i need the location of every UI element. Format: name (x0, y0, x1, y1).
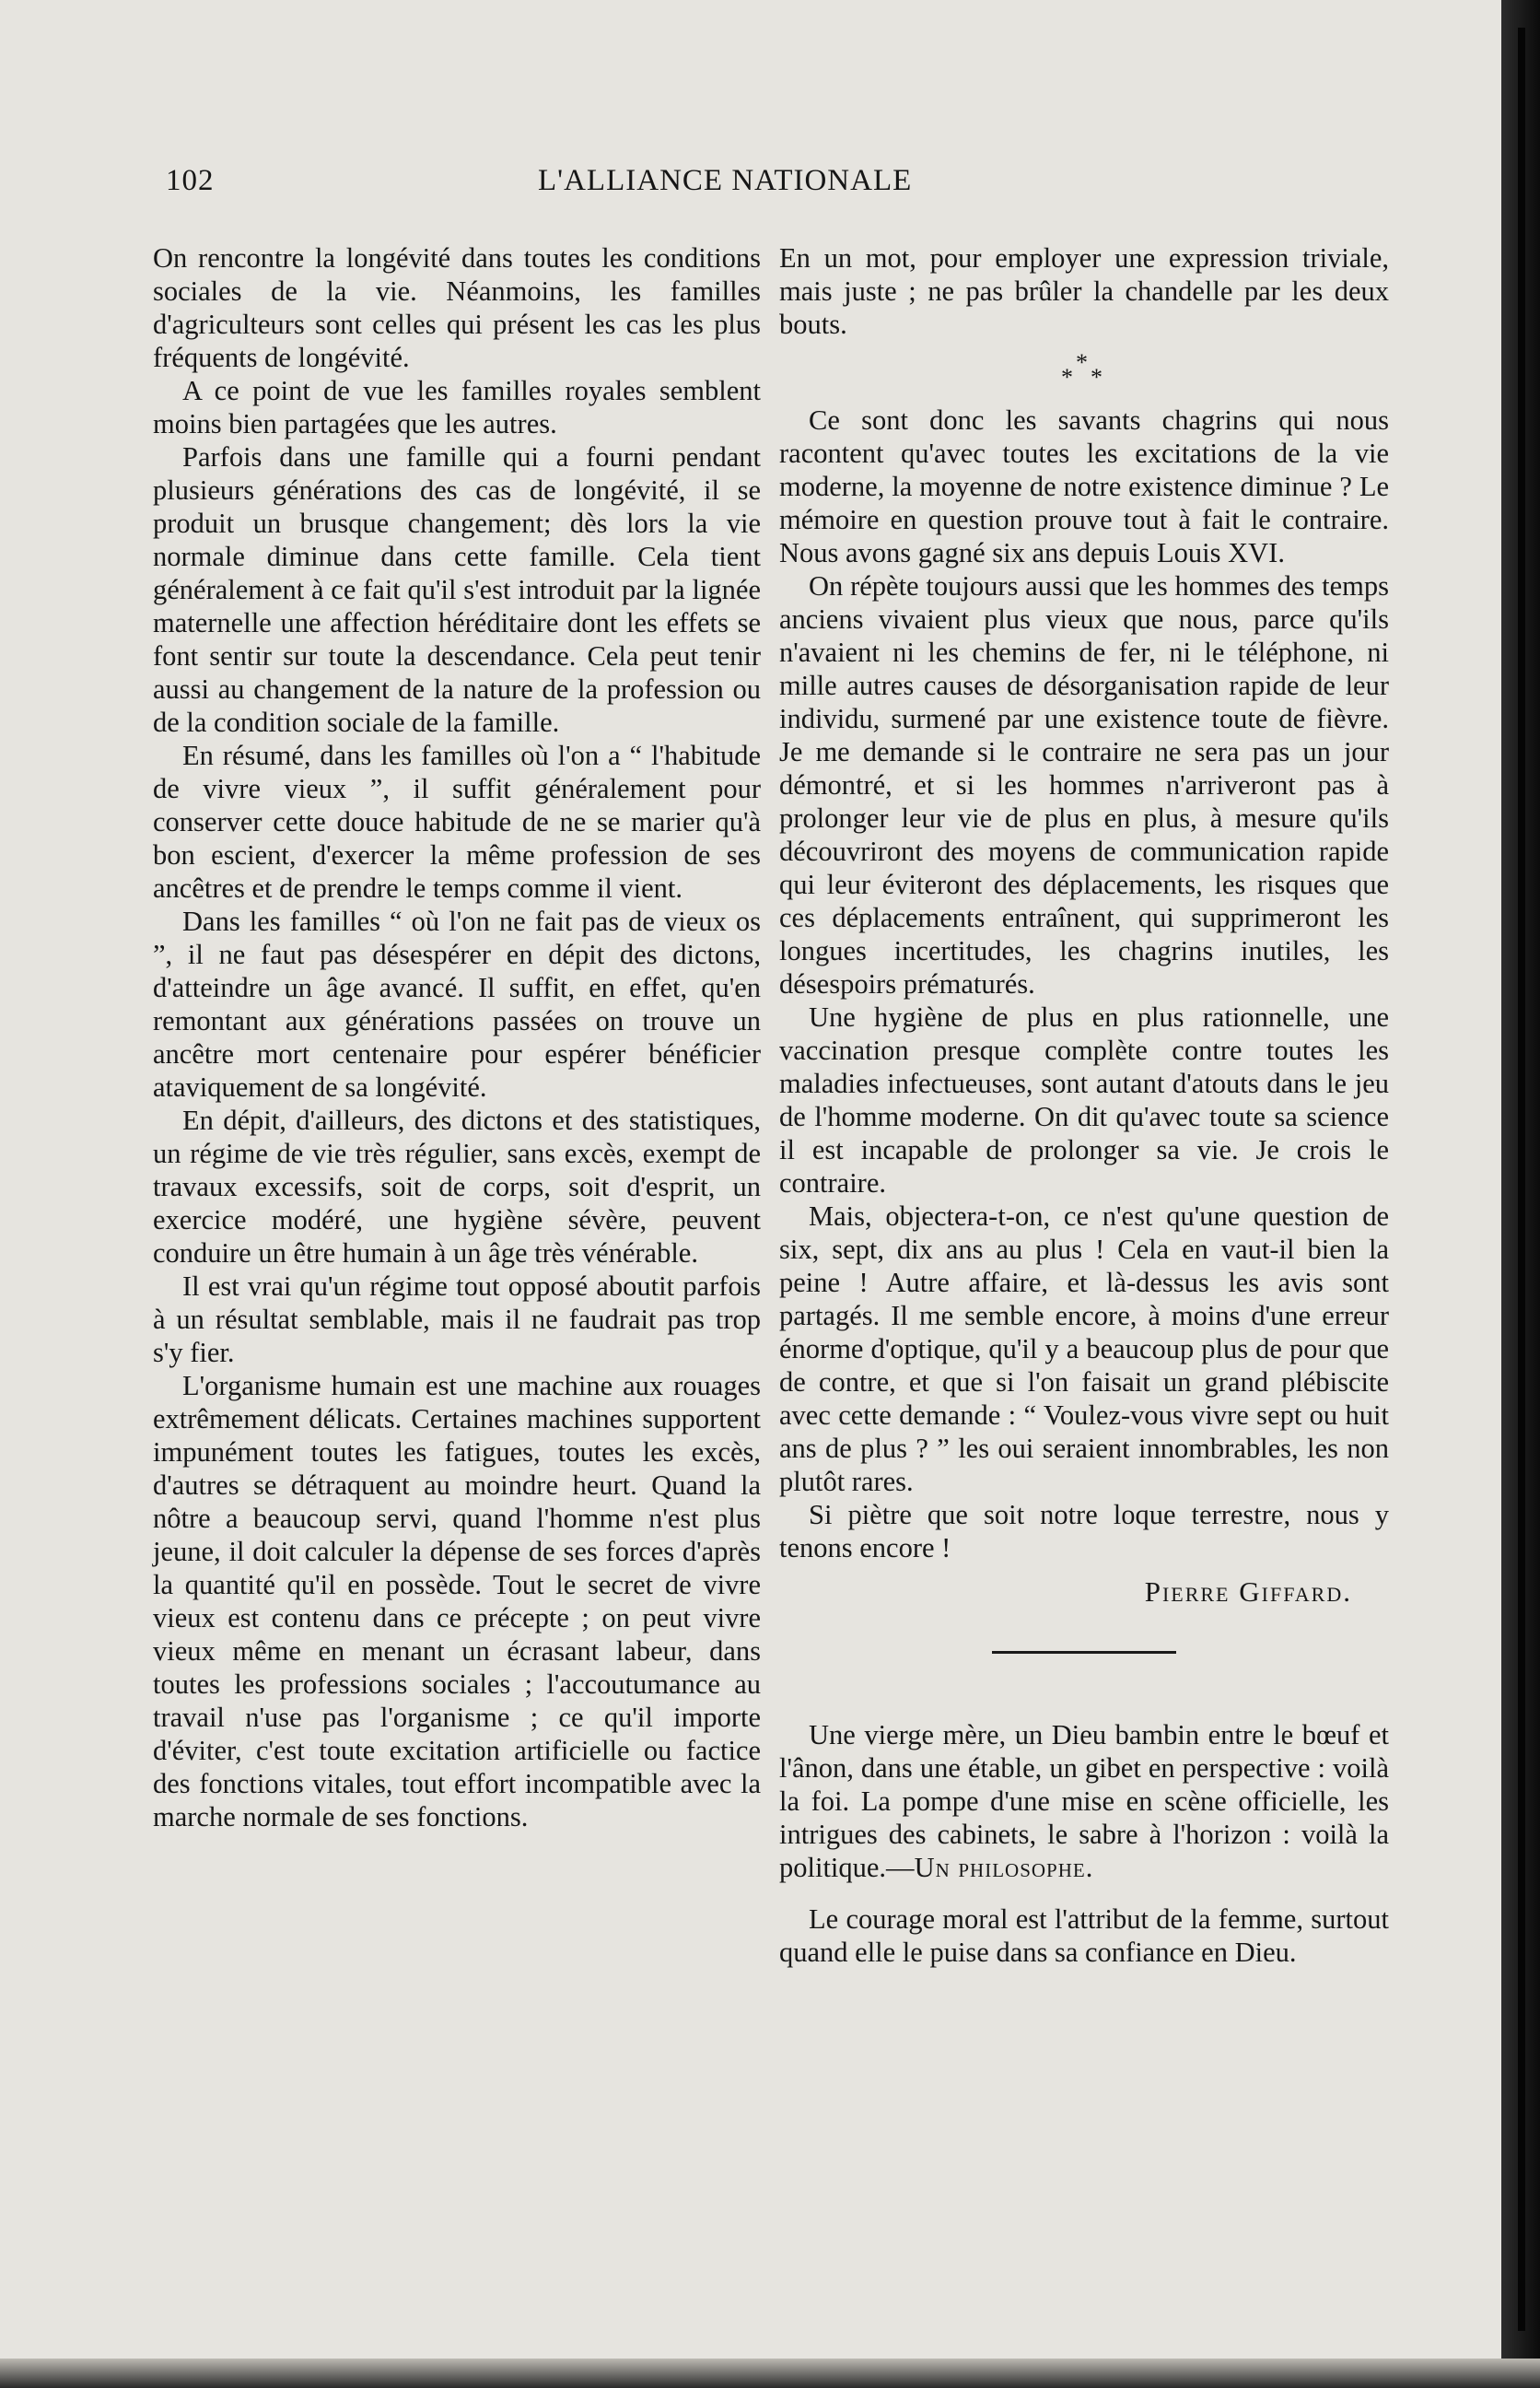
asterism-star: * (1061, 364, 1073, 391)
binding-line (1518, 28, 1525, 2331)
paragraph: On rencontre la longévité dans toutes les conditions sociales de la vie. Néanmoins, les familles d'agriculteurs sont celles qui présent les cas les plus fréquents de longévité. (153, 242, 761, 373)
paragraph: Dans les familles “ où l'on ne fait pas de vieux os ”, il ne faut pas désespérer en dépit des dictons, d'atteindre un âge avancé. Il suffit, en effet, qu'en remontant aux générations passées on trouve un ancêtre mort centenaire pour espérer bénéficier ataviquement de sa longévité. (153, 906, 761, 1103)
paragraph: A ce point de vue les familles royales semblent moins bien partagées que les autres. (153, 375, 761, 439)
paragraph: Si piètre que soit notre loque terrestre, nous y tenons encore ! (779, 1499, 1389, 1563)
page-number: 102 (166, 164, 215, 197)
page-header (166, 164, 976, 206)
quote-attribution: Un philosophe. (914, 1852, 1094, 1883)
paragraph: En dépit, d'ailleurs, des dictons et des statistiques, un régime de vie très régulier, sans excès, exempt de travaux excessifs, soit de corps, soit d'esprit, un exercice modéré, une hygiène sévère, peuvent conduire un être humain à un âge très vénérable. (153, 1105, 761, 1269)
paragraph: En un mot, pour employer une expression triviale, mais juste ; ne pas brûler la chandelle par les deux bouts. (779, 242, 1389, 340)
asterism-star: * (1076, 349, 1088, 376)
asterism-star: * (1091, 364, 1102, 391)
asterism-divider (779, 341, 1389, 400)
paragraph: On répète toujours aussi que les hommes des temps anciens vivaient plus vieux que nous, parce qu'ils n'avaient ni les chemins de fer, ni le téléphone, ni mille autres causes de désorganisation rapide de leur individu, surmené par une existence toute de fièvre. Je me demande si le contraire ne sera pas un jour démontré, et si les hommes n'arriveront pas à prolonger leur vie de plus en plus, à mesure qu'ils découvriront des moyens de communication rapide qui leur éviteront des déplacements, les risques que ces déplacements entraînent, qui supprimeront les longues incertitudes, les chagrins inutiles, les désespoirs prématurés. (779, 570, 1389, 1000)
paragraph: Il est vrai qu'un régime tout opposé aboutit parfois à un résultat semblable, mais il ne faudrait pas trop s'y fier. (153, 1270, 761, 1368)
running-title: L'ALLIANCE NATIONALE (538, 164, 913, 197)
paragraph: Mais, objectera-t-on, ce n'est qu'une question de six, sept, dix ans au plus ! Cela en vaut-il bien la peine ! Autre affaire, et là-dessus les avis sont partagés. Il me semble encore, à moins d'une erreur énorme d'optique, qu'il y a beaucoup plus de pour que de contre, et que si l'on faisait un grand plébiscite avec cette demande : “ Voulez-vous vivre sept ou huit ans de plus ? ” les oui seraient innombrables, les non plutôt rares. (779, 1200, 1389, 1497)
bottom-edge-shadow (0, 2359, 1540, 2388)
section-rule (992, 1651, 1176, 1654)
left-column (153, 241, 761, 1833)
right-column (779, 241, 1389, 1969)
quote-paragraph (779, 1718, 1389, 1884)
paragraph: En résumé, dans les familles où l'on a “ l'habitude de vivre vieux ”, il suffit généralement pour conserver cette douce habitude de ne se marier qu'à bon escient, d'exercer la même profession de ses ancêtres et de prendre le temps comme il vient. (153, 740, 761, 904)
paragraph: Une hygiène de plus en plus rationnelle, une vaccination presque complète contre toutes les maladies infectueuses, sont autant d'atouts dans le jeu de l'homme moderne. On dit qu'avec toute sa science il est incapable de prolonger sa vie. Je crois le contraire. (779, 1001, 1389, 1199)
quote-text: Une vierge mère, un Dieu bambin entre le bœuf et l'ânon, dans une étable, un gibet en perspective : voilà la foi. La pompe d'une mise en scène officielle, les intrigues des cabinets, le sabre à l'horizon : voilà la politique.— (779, 1719, 1389, 1883)
quote-paragraph: Le courage moral est l'attribut de la femme, surtout quand elle le puise dans sa confiance en Dieu. (779, 1903, 1389, 1968)
paragraph: Ce sont donc les savants chagrins qui nous racontent qu'avec toutes les excitations de la vie moderne, la moyenne de notre existence diminue ? Le mémoire en question prouve tout à fait le contraire. Nous avons gagné six ans depuis Louis XVI. (779, 404, 1389, 568)
author-signature: Pierre Giffard. (1144, 1575, 1352, 1608)
paragraph: Parfois dans une famille qui a fourni pendant plusieurs générations des cas de longévité, il se produit un brusque changement; dès lors la vie normale diminue dans cette famille. Cela tient généralement à ce fait qu'il s'est introduit par la lignée maternelle une affection héréditaire dont les effets se font sentir sur toute la descendance. Cela peut tenir aussi au changement de la nature de la profession ou de la condition sociale de la famille. (153, 441, 761, 738)
paragraph: L'organisme humain est une machine aux rouages extrêmement délicats. Certaines machines supportent impunément toutes les fatigues, toutes les excès, d'autres se détraquent au moindre heurt. Quand la nôtre a beaucoup servi, quand l'homme n'est plus jeune, il doit calculer la dépense de ses forces d'après la quantité qu'il en possède. Tout le secret de vivre vieux est contenu dans ce précepte ; on peut vivre vieux même en menant un écrasant labeur, dans toutes les professions sociales ; l'accoutumance au travail n'use pas l'organisme ; ce qu'il importe d'éviter, c'est toute excitation artificielle ou factice des fonctions vitales, tout effort incompatible avec la marche normale de ses fonctions. (153, 1370, 761, 1832)
